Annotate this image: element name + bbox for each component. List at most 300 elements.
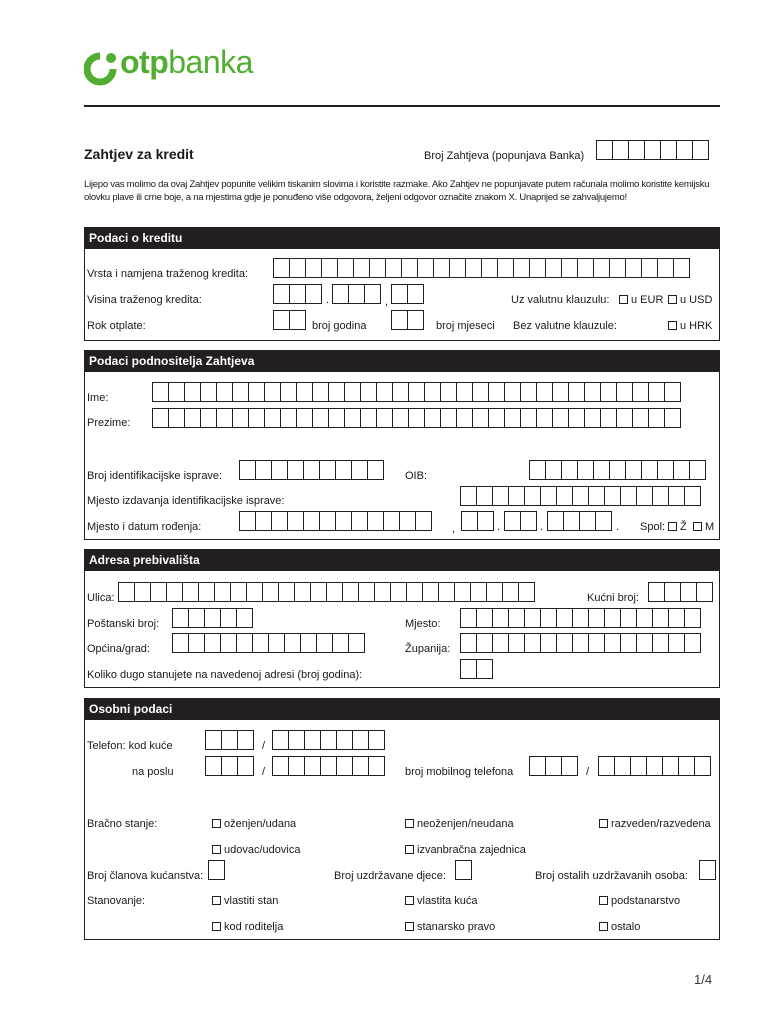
char-box[interactable]: [246, 582, 263, 602]
char-box[interactable]: [336, 756, 353, 776]
char-box[interactable]: [568, 408, 585, 428]
char-box[interactable]: [508, 608, 525, 628]
char-box[interactable]: [320, 730, 337, 750]
mobile-prefix-boxes[interactable]: [529, 756, 578, 776]
char-box[interactable]: [684, 633, 701, 653]
char-box[interactable]: [556, 633, 573, 653]
char-box[interactable]: [460, 608, 477, 628]
char-box[interactable]: [336, 730, 353, 750]
char-box[interactable]: [385, 258, 402, 278]
char-box[interactable]: [644, 140, 661, 160]
char-box[interactable]: [646, 756, 663, 776]
house-no-boxes[interactable]: [648, 582, 713, 602]
char-box[interactable]: [636, 486, 653, 506]
char-box[interactable]: [239, 511, 256, 531]
char-box[interactable]: [239, 460, 256, 480]
char-box[interactable]: [401, 258, 418, 278]
char-box[interactable]: [326, 582, 343, 602]
char-box[interactable]: [486, 582, 503, 602]
char-box[interactable]: [305, 258, 322, 278]
last-name-boxes[interactable]: [152, 408, 681, 428]
char-box[interactable]: [556, 608, 573, 628]
char-box[interactable]: [545, 756, 562, 776]
char-box[interactable]: [168, 408, 185, 428]
char-box[interactable]: [166, 582, 183, 602]
extramarital-checkbox[interactable]: [405, 845, 414, 854]
char-box[interactable]: [268, 633, 285, 653]
divorced-checkbox[interactable]: [599, 819, 608, 828]
usd-checkbox[interactable]: [668, 295, 677, 304]
char-box[interactable]: [620, 608, 637, 628]
char-box[interactable]: [390, 582, 407, 602]
char-box[interactable]: [408, 382, 425, 402]
id-place-boxes[interactable]: [460, 486, 701, 506]
char-box[interactable]: [360, 382, 377, 402]
credit-amount-boxes-2[interactable]: [332, 284, 381, 304]
char-box[interactable]: [205, 730, 222, 750]
char-box[interactable]: [556, 486, 573, 506]
char-box[interactable]: [625, 460, 642, 480]
credit-purpose-boxes[interactable]: [273, 258, 690, 278]
credit-amount-boxes-3[interactable]: [391, 284, 424, 304]
char-box[interactable]: [328, 408, 345, 428]
char-box[interactable]: [399, 511, 416, 531]
char-box[interactable]: [465, 258, 482, 278]
birth-place-boxes[interactable]: [239, 511, 432, 531]
char-box[interactable]: [628, 140, 645, 160]
char-box[interactable]: [584, 408, 601, 428]
char-box[interactable]: [352, 730, 369, 750]
char-box[interactable]: [678, 756, 695, 776]
char-box[interactable]: [335, 460, 352, 480]
char-box[interactable]: [477, 511, 494, 531]
char-box[interactable]: [304, 756, 321, 776]
char-box[interactable]: [545, 460, 562, 480]
char-box[interactable]: [415, 511, 432, 531]
char-box[interactable]: [684, 608, 701, 628]
char-box[interactable]: [492, 633, 509, 653]
char-box[interactable]: [579, 511, 596, 531]
postal-boxes[interactable]: [172, 608, 253, 628]
char-box[interactable]: [488, 382, 505, 402]
char-box[interactable]: [481, 258, 498, 278]
char-box[interactable]: [625, 258, 642, 278]
char-box[interactable]: [552, 382, 569, 402]
char-box[interactable]: [172, 633, 189, 653]
eur-option[interactable]: u EUR: [619, 294, 663, 307]
char-box[interactable]: [342, 582, 359, 602]
char-box[interactable]: [612, 140, 629, 160]
char-box[interactable]: [316, 633, 333, 653]
char-box[interactable]: [184, 382, 201, 402]
char-box[interactable]: [232, 382, 249, 402]
char-box[interactable]: [636, 608, 653, 628]
char-box[interactable]: [358, 582, 375, 602]
char-box[interactable]: [204, 633, 221, 653]
char-box[interactable]: [368, 756, 385, 776]
char-box[interactable]: [304, 730, 321, 750]
municipality-boxes[interactable]: [172, 633, 365, 653]
char-box[interactable]: [287, 511, 304, 531]
char-box[interactable]: [319, 511, 336, 531]
char-box[interactable]: [536, 382, 553, 402]
char-box[interactable]: [321, 258, 338, 278]
char-box[interactable]: [604, 486, 621, 506]
char-box[interactable]: [320, 756, 337, 776]
char-box[interactable]: [630, 756, 647, 776]
char-box[interactable]: [620, 633, 637, 653]
char-box[interactable]: [303, 511, 320, 531]
char-box[interactable]: [504, 382, 521, 402]
char-box[interactable]: [280, 408, 297, 428]
char-box[interactable]: [255, 460, 272, 480]
char-box[interactable]: [593, 460, 610, 480]
char-box[interactable]: [204, 608, 221, 628]
char-box[interactable]: [278, 582, 295, 602]
parents-option[interactable]: kod roditelja: [212, 921, 283, 934]
char-box[interactable]: [520, 382, 537, 402]
char-box[interactable]: [118, 582, 135, 602]
tenancy-option[interactable]: stanarsko pravo: [405, 921, 495, 934]
char-box[interactable]: [609, 460, 626, 480]
char-box[interactable]: [272, 730, 289, 750]
char-box[interactable]: [547, 511, 564, 531]
char-box[interactable]: [344, 382, 361, 402]
char-box[interactable]: [460, 659, 477, 679]
char-box[interactable]: [476, 608, 493, 628]
char-box[interactable]: [237, 756, 254, 776]
char-box[interactable]: [476, 659, 493, 679]
char-box[interactable]: [657, 258, 674, 278]
char-box[interactable]: [383, 511, 400, 531]
char-box[interactable]: [577, 460, 594, 480]
char-box[interactable]: [508, 633, 525, 653]
char-box[interactable]: [205, 756, 222, 776]
char-box[interactable]: [529, 258, 546, 278]
char-box[interactable]: [440, 382, 457, 402]
own-flat-option[interactable]: vlastiti stan: [212, 895, 278, 908]
char-box[interactable]: [289, 310, 306, 330]
county-boxes[interactable]: [460, 633, 701, 653]
char-box[interactable]: [664, 408, 681, 428]
char-box[interactable]: [232, 408, 249, 428]
char-box[interactable]: [652, 608, 669, 628]
char-box[interactable]: [312, 382, 329, 402]
char-box[interactable]: [208, 860, 225, 880]
own-flat-checkbox[interactable]: [212, 896, 221, 905]
char-box[interactable]: [460, 633, 477, 653]
char-box[interactable]: [264, 408, 281, 428]
single-option[interactable]: neoženjen/neudana: [405, 818, 514, 831]
id-doc-boxes[interactable]: [239, 460, 384, 480]
char-box[interactable]: [305, 284, 322, 304]
phone-work-prefix-boxes[interactable]: [205, 756, 254, 776]
char-box[interactable]: [596, 140, 613, 160]
char-box[interactable]: [214, 582, 231, 602]
char-box[interactable]: [440, 408, 457, 428]
char-box[interactable]: [376, 382, 393, 402]
char-box[interactable]: [563, 511, 580, 531]
char-box[interactable]: [648, 582, 665, 602]
char-box[interactable]: [335, 511, 352, 531]
char-box[interactable]: [294, 582, 311, 602]
char-box[interactable]: [288, 756, 305, 776]
char-box[interactable]: [303, 460, 320, 480]
char-box[interactable]: [673, 258, 690, 278]
char-box[interactable]: [456, 382, 473, 402]
char-box[interactable]: [407, 310, 424, 330]
char-box[interactable]: [438, 582, 455, 602]
char-box[interactable]: [609, 258, 626, 278]
char-box[interactable]: [620, 486, 637, 506]
char-box[interactable]: [188, 633, 205, 653]
char-box[interactable]: [220, 633, 237, 653]
char-box[interactable]: [200, 408, 217, 428]
char-box[interactable]: [376, 408, 393, 428]
char-box[interactable]: [367, 460, 384, 480]
char-box[interactable]: [492, 486, 509, 506]
char-box[interactable]: [604, 633, 621, 653]
city-boxes[interactable]: [460, 608, 701, 628]
oib-boxes[interactable]: [529, 460, 706, 480]
char-box[interactable]: [680, 582, 697, 602]
first-name-boxes[interactable]: [152, 382, 681, 402]
parents-checkbox[interactable]: [212, 922, 221, 931]
char-box[interactable]: [545, 258, 562, 278]
char-box[interactable]: [237, 730, 254, 750]
char-box[interactable]: [598, 756, 615, 776]
char-box[interactable]: [684, 486, 701, 506]
char-box[interactable]: [273, 284, 290, 304]
char-box[interactable]: [476, 486, 493, 506]
char-box[interactable]: [353, 258, 370, 278]
char-box[interactable]: [272, 756, 289, 776]
char-box[interactable]: [492, 608, 509, 628]
phone-home-prefix-boxes[interactable]: [205, 730, 254, 750]
char-box[interactable]: [504, 408, 521, 428]
char-box[interactable]: [641, 258, 658, 278]
char-box[interactable]: [284, 633, 301, 653]
char-box[interactable]: [572, 608, 589, 628]
char-box[interactable]: [476, 633, 493, 653]
char-box[interactable]: [513, 258, 530, 278]
other-housing-option[interactable]: ostalo: [599, 921, 640, 934]
char-box[interactable]: [406, 582, 423, 602]
char-box[interactable]: [449, 258, 466, 278]
char-box[interactable]: [524, 486, 541, 506]
char-box[interactable]: [470, 582, 487, 602]
char-box[interactable]: [540, 633, 557, 653]
char-box[interactable]: [455, 860, 472, 880]
char-box[interactable]: [673, 460, 690, 480]
widowed-checkbox[interactable]: [212, 845, 221, 854]
char-box[interactable]: [216, 408, 233, 428]
char-box[interactable]: [351, 511, 368, 531]
char-box[interactable]: [230, 582, 247, 602]
char-box[interactable]: [288, 730, 305, 750]
char-box[interactable]: [391, 284, 408, 304]
char-box[interactable]: [584, 382, 601, 402]
char-box[interactable]: [255, 511, 272, 531]
char-box[interactable]: [248, 408, 265, 428]
char-box[interactable]: [296, 408, 313, 428]
char-box[interactable]: [328, 382, 345, 402]
char-box[interactable]: [652, 633, 669, 653]
char-box[interactable]: [289, 258, 306, 278]
char-box[interactable]: [392, 382, 409, 402]
char-box[interactable]: [561, 258, 578, 278]
char-box[interactable]: [312, 408, 329, 428]
repayment-years-boxes[interactable]: [273, 310, 306, 330]
char-box[interactable]: [508, 486, 525, 506]
char-box[interactable]: [504, 511, 521, 531]
eur-checkbox[interactable]: [619, 295, 628, 304]
char-box[interactable]: [236, 608, 253, 628]
char-box[interactable]: [252, 633, 269, 653]
char-box[interactable]: [172, 608, 189, 628]
char-box[interactable]: [220, 608, 237, 628]
char-box[interactable]: [392, 408, 409, 428]
char-box[interactable]: [367, 511, 384, 531]
char-box[interactable]: [248, 382, 265, 402]
char-box[interactable]: [289, 284, 306, 304]
char-box[interactable]: [198, 582, 215, 602]
char-box[interactable]: [668, 486, 685, 506]
char-box[interactable]: [497, 258, 514, 278]
char-box[interactable]: [407, 284, 424, 304]
char-box[interactable]: [502, 582, 519, 602]
char-box[interactable]: [529, 460, 546, 480]
char-box[interactable]: [273, 258, 290, 278]
female-checkbox[interactable]: [668, 522, 677, 531]
char-box[interactable]: [529, 756, 546, 776]
char-box[interactable]: [236, 633, 253, 653]
char-box[interactable]: [660, 140, 677, 160]
char-box[interactable]: [524, 608, 541, 628]
char-box[interactable]: [348, 633, 365, 653]
char-box[interactable]: [273, 310, 290, 330]
char-box[interactable]: [351, 460, 368, 480]
char-box[interactable]: [561, 756, 578, 776]
char-box[interactable]: [540, 486, 557, 506]
char-box[interactable]: [593, 258, 610, 278]
char-box[interactable]: [216, 382, 233, 402]
char-box[interactable]: [577, 258, 594, 278]
char-box[interactable]: [668, 633, 685, 653]
credit-amount-boxes-1[interactable]: [273, 284, 322, 304]
char-box[interactable]: [188, 608, 205, 628]
char-box[interactable]: [664, 582, 681, 602]
char-box[interactable]: [696, 582, 713, 602]
subtenant-checkbox[interactable]: [599, 896, 608, 905]
char-box[interactable]: [572, 633, 589, 653]
char-box[interactable]: [424, 408, 441, 428]
char-box[interactable]: [433, 258, 450, 278]
char-box[interactable]: [271, 460, 288, 480]
char-box[interactable]: [616, 408, 633, 428]
char-box[interactable]: [168, 382, 185, 402]
char-box[interactable]: [422, 582, 439, 602]
char-box[interactable]: [652, 486, 669, 506]
char-box[interactable]: [461, 511, 478, 531]
char-box[interactable]: [369, 258, 386, 278]
char-box[interactable]: [632, 382, 649, 402]
char-box[interactable]: [264, 382, 281, 402]
char-box[interactable]: [352, 756, 369, 776]
children-box[interactable]: [455, 860, 472, 880]
char-box[interactable]: [518, 582, 535, 602]
char-box[interactable]: [600, 382, 617, 402]
char-box[interactable]: [360, 408, 377, 428]
usd-option[interactable]: u USD: [668, 294, 712, 307]
char-box[interactable]: [332, 633, 349, 653]
char-box[interactable]: [152, 408, 169, 428]
char-box[interactable]: [319, 460, 336, 480]
male-option[interactable]: M: [693, 521, 714, 534]
char-box[interactable]: [588, 633, 605, 653]
birth-year-boxes[interactable]: [547, 511, 612, 531]
char-box[interactable]: [524, 633, 541, 653]
char-box[interactable]: [488, 408, 505, 428]
subtenant-option[interactable]: podstanarstvo: [599, 895, 680, 908]
other-housing-checkbox[interactable]: [599, 922, 608, 931]
hrk-option[interactable]: u HRK: [668, 320, 712, 333]
char-box[interactable]: [520, 408, 537, 428]
char-box[interactable]: [604, 608, 621, 628]
char-box[interactable]: [600, 408, 617, 428]
char-box[interactable]: [200, 382, 217, 402]
female-option[interactable]: Ž: [668, 521, 687, 534]
char-box[interactable]: [648, 382, 665, 402]
char-box[interactable]: [588, 486, 605, 506]
char-box[interactable]: [271, 511, 288, 531]
char-box[interactable]: [152, 382, 169, 402]
char-box[interactable]: [552, 408, 569, 428]
hrk-checkbox[interactable]: [668, 321, 677, 330]
char-box[interactable]: [221, 756, 238, 776]
char-box[interactable]: [668, 608, 685, 628]
char-box[interactable]: [296, 382, 313, 402]
other-dependents-box[interactable]: [699, 860, 716, 880]
char-box[interactable]: [408, 408, 425, 428]
char-box[interactable]: [417, 258, 434, 278]
char-box[interactable]: [636, 633, 653, 653]
char-box[interactable]: [150, 582, 167, 602]
char-box[interactable]: [572, 486, 589, 506]
char-box[interactable]: [424, 382, 441, 402]
char-box[interactable]: [364, 284, 381, 304]
char-box[interactable]: [456, 408, 473, 428]
char-box[interactable]: [368, 730, 385, 750]
char-box[interactable]: [595, 511, 612, 531]
char-box[interactable]: [348, 284, 365, 304]
request-number-boxes[interactable]: [596, 140, 709, 160]
married-checkbox[interactable]: [212, 819, 221, 828]
single-checkbox[interactable]: [405, 819, 414, 828]
own-house-checkbox[interactable]: [405, 896, 414, 905]
phone-work-number-boxes[interactable]: [272, 756, 385, 776]
char-box[interactable]: [676, 140, 693, 160]
street-boxes[interactable]: [118, 582, 535, 602]
char-box[interactable]: [184, 408, 201, 428]
char-box[interactable]: [614, 756, 631, 776]
char-box[interactable]: [332, 284, 349, 304]
char-box[interactable]: [454, 582, 471, 602]
char-box[interactable]: [689, 460, 706, 480]
char-box[interactable]: [694, 756, 711, 776]
male-checkbox[interactable]: [693, 522, 702, 531]
char-box[interactable]: [699, 860, 716, 880]
